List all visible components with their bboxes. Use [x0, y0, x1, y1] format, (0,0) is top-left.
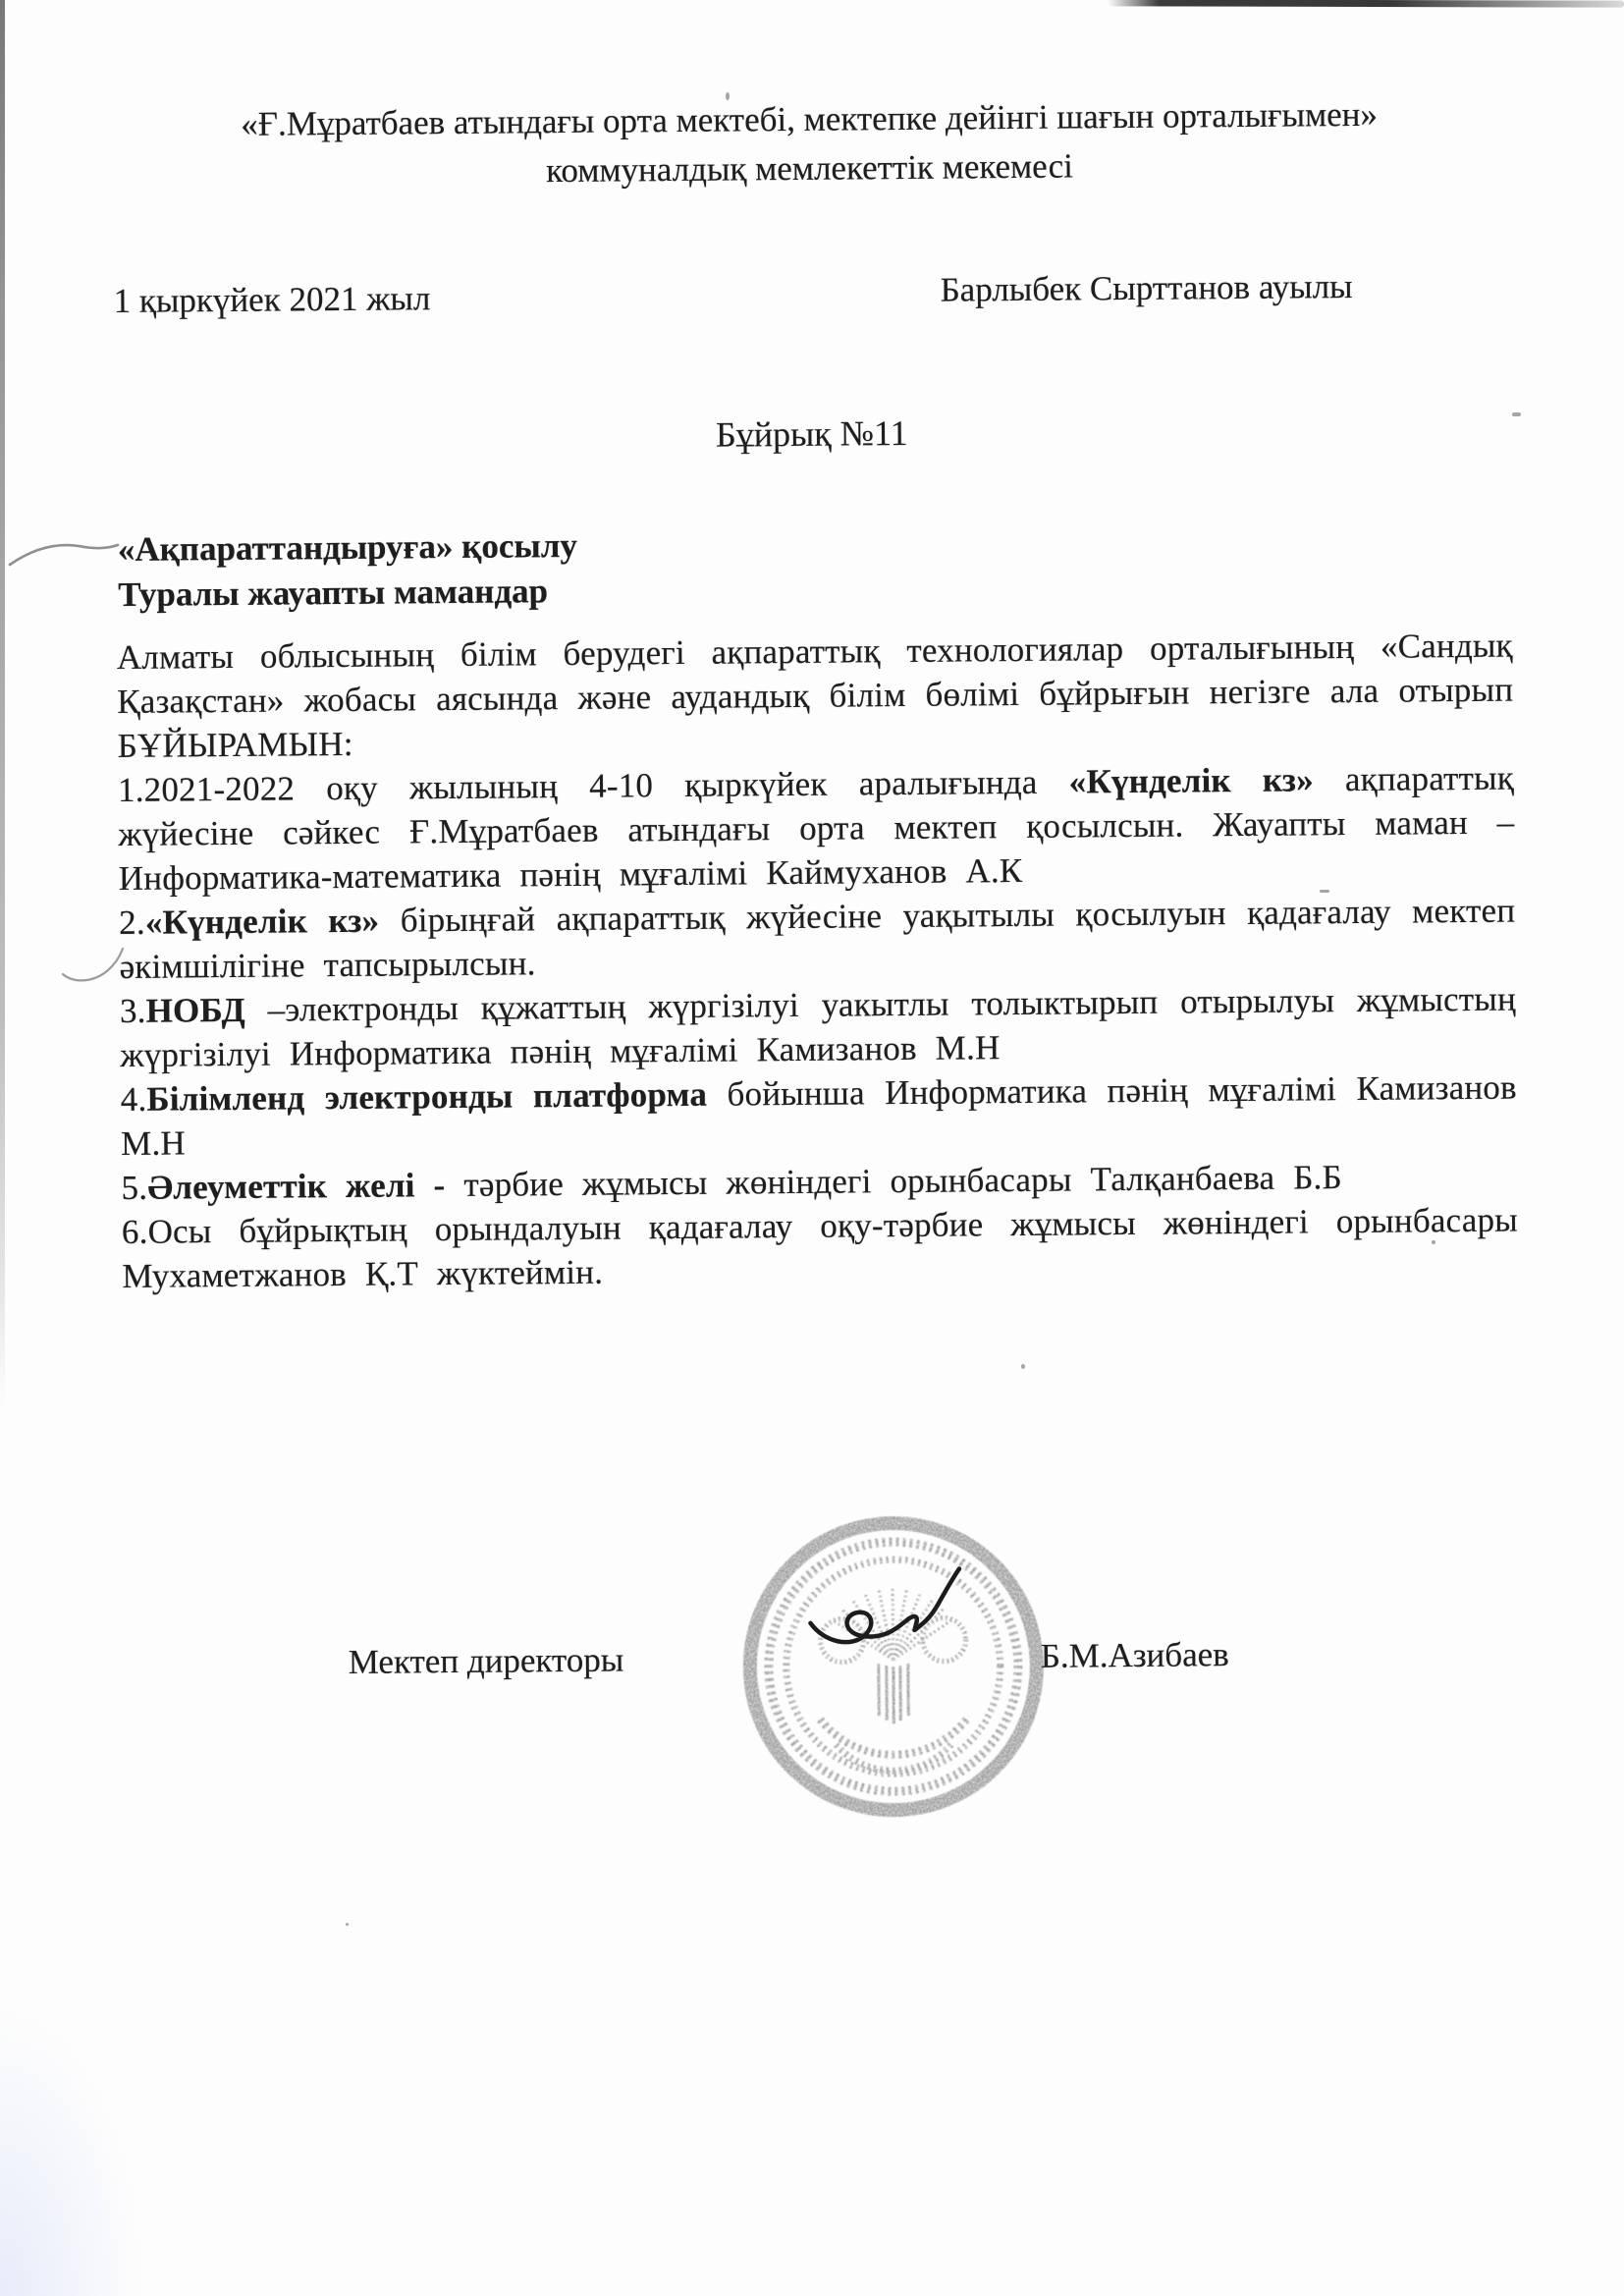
order-item-bold-text: НОБД: [145, 990, 245, 1030]
order-item-bold-text: «Күнделік кз»: [144, 901, 380, 942]
signature-name: Б.М.Азибаев: [1040, 1635, 1229, 1675]
order-item-bold-text: «Күнделік кз»: [1068, 760, 1314, 801]
order-item-text: 2.: [119, 902, 146, 942]
org-name-line1: «Ғ.Мұратбаев атындағы орта мектебі, мектепке дейінгі шағын орталығымен»: [241, 94, 1379, 143]
order-date: 1 қыркүйек 2021 жыл: [113, 279, 431, 321]
order-item: [119, 889, 1516, 989]
order-item-text: бойынша Информатика пәнің мұғалімі Камизанов М.Н: [120, 1067, 1517, 1163]
order-subject-line2: Туралы жауапты мамандар: [118, 572, 549, 614]
order-item-text: 3.: [119, 991, 146, 1030]
order-item-text: 4.: [120, 1079, 147, 1119]
order-item: [121, 1066, 1518, 1166]
order-item-bold-text: Әлеуметтік желі -: [147, 1166, 446, 1207]
order-item-text: 6.Осы бұйрықтың орындалуын қадағалау оқу-тәрбие жұмысы жөніндегі орынбасары Мухаметжанов Қ.Т жүктеймін.: [121, 1200, 1519, 1295]
order-item-bold-text: Білімленд электронды платформа: [146, 1074, 708, 1119]
order-item: [118, 756, 1515, 901]
order-item: [122, 1198, 1519, 1298]
order-preamble: Алматы облысының білім берудегі ақпараттық технологиялар орталығының «Сандық Қазақстан» жобасы аясында және аудандық білім бөлімі бұйрығын негізге ала отырып БҰЙЫРАМЫН:: [116, 626, 1514, 765]
order-place: Барлыбек Сырттанов ауылы: [940, 266, 1353, 309]
director-signature: [804, 1564, 972, 1668]
order-item-text: 5.: [121, 1168, 148, 1207]
order-item-text: бірыңғай ақпараттық жүйесіне уақытылы қосылуын қадағалау мектеп әкімшілігіне тапсырылсын.: [119, 891, 1516, 986]
organization-name: [112, 89, 1507, 199]
order-item-text: ақпараттық жүйесіне сәйкес Ғ.Мұратбаев атындағы орта мектеп қосылсын. Жауапты маман –Информатика-математика пәнің мұғалімі Каймуханов А.К: [118, 758, 1515, 898]
order-item-text: тәрбие жұмысы жөніндегі орынбасары Талқанбаева Б.Б: [445, 1158, 1342, 1205]
order-items: [118, 756, 1519, 1298]
order-subject: [118, 523, 578, 618]
signature-role-label: Мектеп директоры: [348, 1640, 624, 1681]
order-body: [117, 624, 1519, 1298]
order-subject-line1: «Ақпараттандыруға» қосылу: [117, 525, 578, 569]
order-item: [120, 977, 1517, 1077]
order-item-text: 1.2021-2022 оқу жылының 4-10 қыркүйек аралығында: [117, 762, 1069, 809]
org-name-line2: коммуналдық мемлекеттік мекемесі: [546, 146, 1074, 191]
order-title: Бұйрық №11: [715, 412, 908, 455]
order-item-text: –электронды құжаттың жүргізілуі уакытлы толыктырып отырылуы жұмыстың жүргізілуі Информатика пәнің мұғалімі Камизанов М.Н: [120, 979, 1517, 1074]
